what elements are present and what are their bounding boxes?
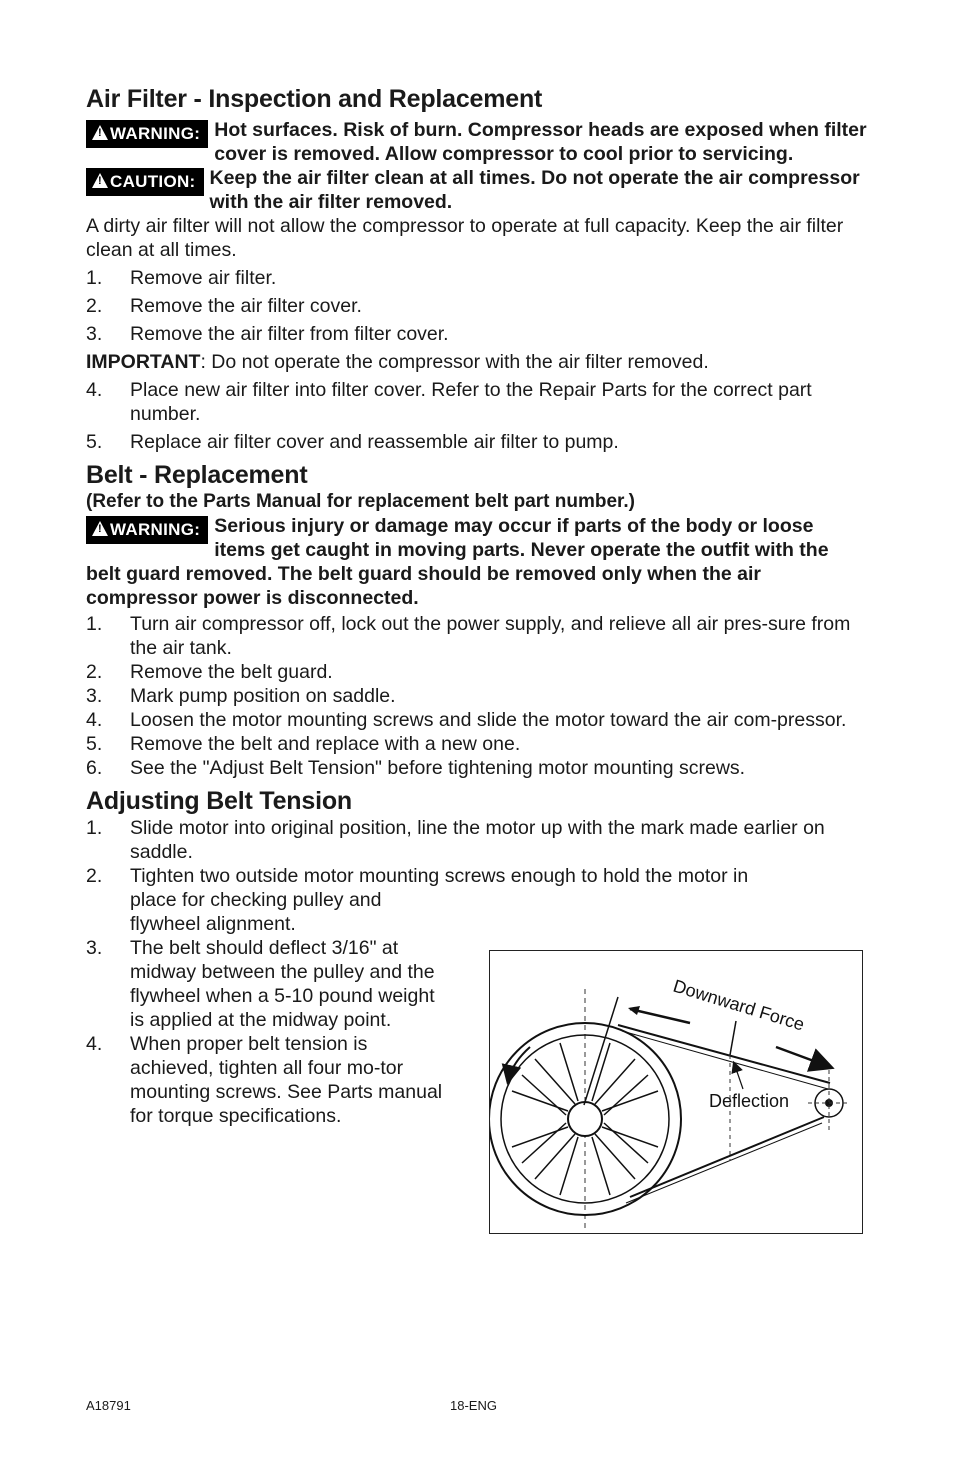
warning-badge-label: WARNING:: [110, 124, 201, 143]
caution-text: Keep the air filter clean at all times. Do not operate the air compressor with the air filter removed.: [209, 167, 860, 213]
belt-tension-steps: [86, 816, 868, 936]
belt-tension-steps-narrow: [86, 936, 448, 1128]
section-title-adjusting-belt-tension: Adjusting Belt Tension: [86, 787, 352, 815]
air-filter-steps-a: [86, 266, 868, 346]
caution-block: [86, 166, 868, 214]
important-note: [86, 350, 868, 374]
downward-force-label: Downward Force: [670, 975, 807, 1035]
caution-triangle-icon: [92, 173, 108, 188]
caution-badge-label: CAUTION:: [110, 172, 196, 191]
air-filter-intro: A dirty air filter will not allow the compressor to operate at full capacity. Keep the air filter clean at all times.: [86, 215, 844, 261]
list-item: 2. Remove the air filter cover.: [86, 295, 362, 317]
belt-replacement-subtitle: (Refer to the Parts Manual for replacement belt part number.): [86, 491, 635, 512]
important-label: IMPORTANT: [86, 351, 201, 373]
list-item: 2. Tighten two outside motor mounting screws enough to hold the motor in place for checking pulley and flywheel alignment.: [86, 865, 749, 935]
air-filter-steps-b: [86, 378, 868, 454]
warning-text: Hot surfaces. Risk of burn. Compressor heads are exposed when filter cover is removed. Allow compressor to cool prior to servicing.: [214, 119, 867, 165]
caution-badge: [86, 168, 204, 196]
list-item: 4. Place new air filter into filter cover. Refer to the Repair Parts for the correct part number.: [86, 379, 812, 425]
warning-block-hot-surfaces: [86, 118, 868, 166]
belt-lower-strand-edge: [626, 1123, 822, 1203]
section-title-belt-replacement: Belt - Replacement: [86, 461, 308, 489]
list-item: 1. Slide motor into original position, line the motor up with the mark made earlier on saddle.: [86, 817, 825, 863]
list-item: 3. The belt should deflect 3/16" at midway between the pulley and the flywheel when a 5-10 pound weight is applied at the midway point.: [86, 937, 435, 1031]
force-arrow-left: [630, 1009, 690, 1023]
list-item: 2. Remove the belt guard.: [86, 661, 333, 683]
list-item: 1. Remove air filter.: [86, 267, 277, 289]
doc-number: A18791: [86, 1398, 131, 1413]
flywheel-hub: [568, 1102, 602, 1136]
warning-triangle-icon: [92, 125, 108, 140]
straightedge-line: [584, 997, 618, 1105]
deflection-pointer-line: [730, 1021, 736, 1055]
warning-text: Serious injury or damage may occur if parts of the body or loose items get caught in moving parts. Never operate the outfit with the belt guard removed. The belt guard should be removed only when the air compressor power is disconnected.: [86, 515, 829, 609]
warning-triangle-icon: [92, 521, 108, 536]
section-title-air-filter: Air Filter - Inspection and Replacement: [86, 85, 543, 113]
warning-block-moving-parts: [86, 514, 868, 610]
rotation-arrow-icon: [508, 1047, 530, 1081]
deflection-label: Deflection: [709, 1091, 790, 1111]
list-item: 6. See the "Adjust Belt Tension" before tightening motor mounting screws.: [86, 757, 746, 779]
deflection-arrow-icon: [734, 1063, 743, 1089]
belt-deflection-figure: [489, 950, 863, 1234]
belt-upper-strand-edge: [622, 1031, 828, 1089]
belt-replacement-steps: [86, 612, 868, 780]
list-item: 5. Replace air filter cover and reassemble air filter to pump.: [86, 431, 619, 453]
warning-badge: [86, 516, 208, 544]
list-item: 5. Remove the belt and replace with a new one.: [86, 733, 521, 755]
force-arrow-left-head-icon: [628, 1006, 640, 1015]
list-item: 4. When proper belt tension is achieved, tighten all four mo-tor mounting screws. See Parts manual for torque specifications.: [86, 1033, 443, 1127]
list-item: 4. Loosen the motor mounting screws and slide the motor toward the air com-pressor.: [86, 709, 847, 731]
warning-badge: [86, 120, 208, 148]
list-item: 1. Turn air compressor off, lock out the power supply, and relieve all air pres-sure from the air tank.: [86, 613, 851, 659]
force-arrow-right: [776, 1047, 830, 1067]
warning-badge-label: WARNING:: [110, 520, 201, 539]
list-item: 3. Mark pump position on saddle.: [86, 685, 396, 707]
important-text: : Do not operate the compressor with the air filter removed.: [200, 351, 709, 373]
step-2-continuation: place for checking pulley and flywheel alignment.: [130, 889, 382, 935]
belt-deflection-diagram: [490, 951, 861, 1232]
list-item: 3. Remove the air filter from filter cover.: [86, 323, 449, 345]
page-number: 18-ENG: [450, 1398, 497, 1413]
